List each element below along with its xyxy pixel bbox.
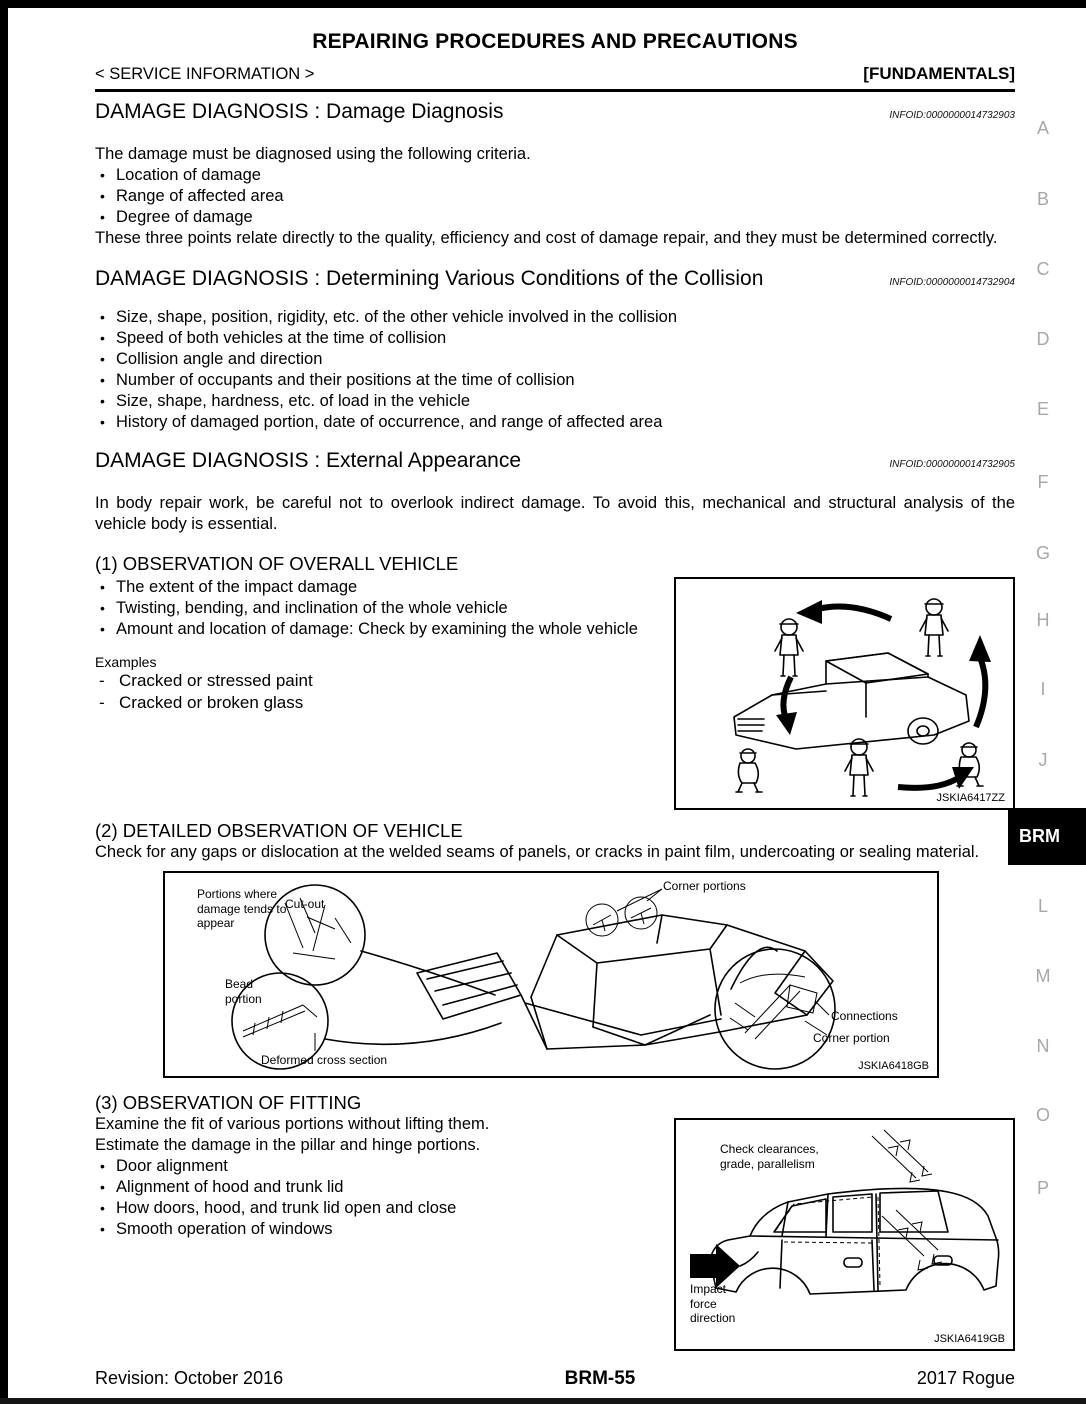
page-border-bottom — [0, 1398, 1086, 1404]
section-damage-diagnosis — [95, 100, 1015, 124]
page-content — [95, 30, 1015, 1351]
figure-label-damage-portions: Portions where damage tends to appear — [197, 887, 287, 930]
figure-code: JSKIA6418GB — [858, 1060, 929, 1072]
index-letter-d: D — [1036, 329, 1050, 349]
list-item: • Alignment of hood and trunk lid — [95, 1177, 1015, 1198]
infoid-label: INFOID:0000000014732904 — [889, 277, 1015, 288]
section-tag: [FUNDAMENTALS] — [863, 64, 1015, 83]
list-item: • Number of occupants and their positions at the time of collision — [95, 370, 1015, 391]
index-letter-b: B — [1036, 189, 1049, 209]
active-section-tab-brm: BRM — [1008, 808, 1086, 865]
collision-conditions-list — [95, 307, 1015, 433]
page-footer — [95, 1368, 1015, 1390]
page-border-left — [0, 0, 8, 1404]
paragraph: The damage must be diagnosed using the following criteria. — [95, 145, 531, 163]
paragraph: In body repair work, be careful not to overlook indirect damage. To avoid this, mechanical and structural analysis of the vehicle body is essential. — [95, 494, 1015, 533]
index-letter-i: I — [1040, 679, 1046, 699]
figure-label-impact-force: Impact force direction — [690, 1282, 736, 1325]
figure-label-corner-portions: Corner portions — [663, 879, 746, 893]
index-letter-l: L — [1037, 896, 1048, 916]
figure-label-deformed-cross-section: Deformed cross section — [261, 1053, 388, 1067]
figure-label-bead-portion: Bead portion — [225, 977, 262, 1006]
subsection-detailed-observation — [95, 820, 1015, 1078]
overall-vehicle-list — [95, 577, 1015, 640]
breadcrumb: < SERVICE INFORMATION > — [95, 65, 315, 83]
figure-label-corner-portion: Corner portion — [813, 1031, 890, 1045]
fitting-list — [95, 1156, 1015, 1240]
list-item: • The extent of the impact damage — [95, 577, 1015, 598]
revision-label: Revision: October 2016 — [95, 1368, 284, 1388]
list-item: • Twisting, bending, and inclination of the whole vehicle — [95, 598, 1015, 619]
paragraph: These three points relate directly to the quality, efficiency and cost of damage repair, and they must be determined correctly. — [95, 229, 998, 247]
paragraph: Estimate the damage in the pillar and hinge portions. — [95, 1136, 481, 1154]
index-letter-n: N — [1036, 1036, 1050, 1056]
list-item: • Speed of both vehicles at the time of collision — [95, 328, 1015, 349]
list-item: • Range of affected area — [95, 186, 1015, 207]
list-item: • Amount and location of damage: Check by examining the whole vehicle — [95, 619, 1015, 640]
page-border-top — [0, 0, 1086, 8]
criteria-list — [95, 165, 1015, 228]
list-item: - Cracked or broken glass — [95, 692, 1015, 714]
figure-label-connections: Connections — [831, 1009, 898, 1023]
paragraph: Examine the fit of various portions without lifting them. — [95, 1115, 490, 1133]
subsection-heading: (2) DETAILED OBSERVATION OF VEHICLE — [95, 820, 463, 841]
section-external-appearance — [95, 449, 1015, 473]
index-letter-c: C — [1036, 259, 1050, 279]
subsection-overall-vehicle — [95, 553, 1015, 810]
page-number: BRM-55 — [564, 1368, 636, 1389]
subsection-heading: (1) OBSERVATION OF OVERALL VEHICLE — [95, 553, 459, 574]
figure-body-damage-portions — [163, 871, 939, 1078]
list-item: • Door alignment — [95, 1156, 1015, 1177]
list-item: • Location of damage — [95, 165, 1015, 186]
list-item: • Degree of damage — [95, 207, 1015, 228]
index-letter-j: J — [1038, 750, 1048, 770]
index-letter-h: H — [1036, 610, 1050, 630]
list-item: - Cracked or stressed paint — [95, 670, 1015, 692]
figure-code: JSKIA6417ZZ — [936, 792, 1005, 804]
paragraph: Check for any gaps or dislocation at the welded seams of panels, or cracks in paint film, undercoating or sealing material. — [95, 843, 980, 861]
list-item: • Smooth operation of windows — [95, 1219, 1015, 1240]
chapter-title: REPAIRING PROCEDURES AND PRECAUTIONS — [312, 30, 798, 53]
index-letter-o: O — [1035, 1105, 1050, 1125]
index-letter-g: G — [1035, 543, 1050, 563]
infoid-label: INFOID:0000000014732903 — [889, 110, 1015, 121]
index-letter-e: E — [1036, 399, 1049, 419]
section-title: DAMAGE DIAGNOSIS : Determining Various Conditions of the Collision — [95, 267, 764, 290]
index-letter-a: A — [1036, 118, 1049, 138]
figure-code: JSKIA6419GB — [934, 1333, 1005, 1345]
section-title: DAMAGE DIAGNOSIS : Damage Diagnosis — [95, 100, 504, 123]
figure-label-check-clearances: Check clearances, grade, parallelism — [720, 1142, 819, 1171]
infoid-label: INFOID:0000000014732905 — [889, 459, 1015, 470]
index-letter-f: F — [1037, 472, 1049, 492]
list-item: • Size, shape, hardness, etc. of load in the vehicle — [95, 391, 1015, 412]
examples-list — [95, 670, 1015, 714]
list-item: • Size, shape, position, rigidity, etc. of the other vehicle involved in the collision — [95, 307, 1015, 328]
index-letter-m: M — [1035, 966, 1051, 986]
section-title: DAMAGE DIAGNOSIS : External Appearance — [95, 449, 522, 472]
subsection-observation-of-fitting — [95, 1092, 1015, 1351]
index-letter-p: P — [1036, 1178, 1049, 1198]
model-label: 2017 Rogue — [916, 1368, 1015, 1388]
list-item: • How doors, hood, and trunk lid open and close — [95, 1198, 1015, 1219]
examples-label: Examples — [95, 654, 157, 670]
page-header-row — [95, 64, 1015, 92]
subsection-heading: (3) OBSERVATION OF FITTING — [95, 1092, 362, 1113]
section-collision-conditions — [95, 267, 1015, 291]
figure-label-cutout: Cut-out — [285, 897, 325, 911]
list-item: • History of damaged portion, date of occurrence, and range of affected area — [95, 412, 1015, 433]
list-item: • Collision angle and direction — [95, 349, 1015, 370]
